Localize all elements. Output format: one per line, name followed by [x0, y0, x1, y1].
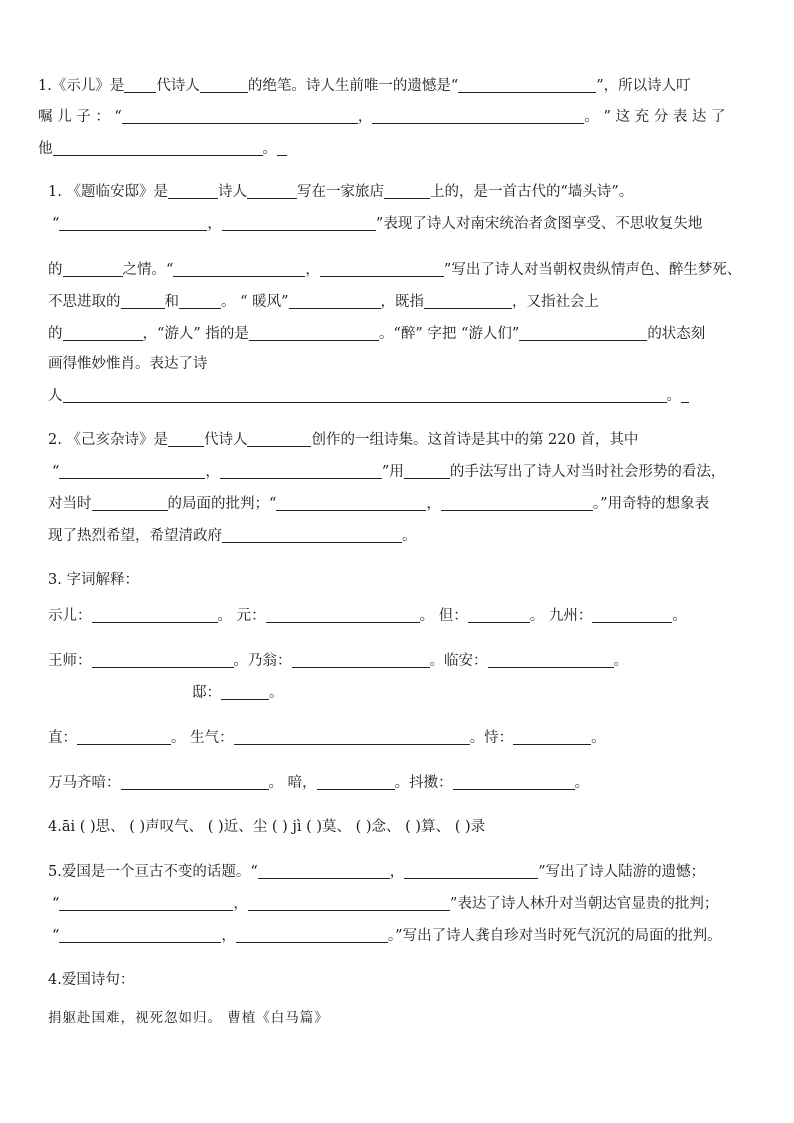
blank[interactable] — [247, 431, 311, 447]
blank[interactable] — [289, 293, 381, 309]
blank[interactable] — [220, 463, 382, 479]
blank[interactable] — [681, 387, 689, 403]
s4-row2: 王师： 。乃翁： 。临安： 。 — [48, 653, 628, 669]
blank[interactable] — [292, 652, 430, 668]
blank[interactable] — [53, 140, 263, 156]
blank[interactable] — [488, 652, 614, 668]
blank[interactable] — [317, 774, 395, 790]
s4-row3: 邸： 。 — [192, 685, 284, 701]
blank[interactable] — [59, 895, 233, 911]
blank[interactable] — [441, 495, 593, 511]
blank[interactable] — [404, 863, 538, 879]
blank[interactable] — [276, 495, 426, 511]
s2-line1: 1. 《题临安邸》是 诗人 写在一家旅店 上的，是一首古代的“墙头诗”。 — [48, 184, 634, 200]
s2-line5: 的 ，“游人” 指的是 。“醉” 字把 “游人们” 的状态刻 — [48, 326, 706, 342]
blank[interactable] — [468, 607, 530, 623]
blank[interactable] — [92, 652, 234, 668]
s3-line1: 2. 《己亥杂诗》是 代诗人 创作的一组诗集。这首诗是其中的第 220 首，其中 — [48, 432, 639, 448]
blank[interactable] — [221, 684, 269, 700]
blank[interactable] — [404, 463, 450, 479]
blank[interactable] — [266, 607, 420, 623]
blank[interactable] — [59, 927, 221, 943]
blank[interactable] — [277, 140, 287, 156]
s1-line3: 他 。 — [38, 139, 287, 159]
s3-line2: “ ， ”用 的手法写出了诗人对当时社会形势的看法， — [52, 464, 726, 480]
s6-line1: 5.爱国是一个亘古不变的话题。“ ， ”写出了诗人陆游的遗憾； — [48, 864, 706, 880]
s1-line2: 嘱 儿 子 ： “ ， 。 ” 这 充 分 表 达 了 — [38, 109, 726, 125]
s3-line4: 现了热烈希望，希望清政府 。 — [48, 528, 417, 544]
blank[interactable] — [63, 261, 123, 277]
s2-line6: 画得惟妙惟肖。表达了诗 — [48, 356, 208, 372]
blank[interactable] — [519, 325, 647, 341]
blank[interactable] — [248, 895, 450, 911]
blank[interactable] — [121, 774, 269, 790]
s2-line3: 的 之情。“ ， ”写出了诗人对当朝权贵纵情声色、醉生梦死、 — [48, 262, 742, 278]
s2-line2: “ ， ”表现了诗人对南宋统治者贪图享受、不思收复失地 — [52, 216, 703, 232]
blank[interactable] — [200, 77, 248, 93]
s7-poem: 捐躯赴国难，视死忽如归。 曹植《白马篇》 — [48, 1010, 329, 1026]
s1-line1: 1.《示儿》是 代诗人 的绝笔。诗人生前唯一的遗憾是“ ”，所以诗人叮 — [38, 78, 691, 94]
blank[interactable] — [247, 183, 297, 199]
s4-row1: 示儿： 。 元： 。 但： 。 九州： 。 — [48, 608, 687, 624]
blank[interactable] — [179, 293, 221, 309]
blank[interactable] — [222, 215, 376, 231]
blank[interactable] — [59, 463, 205, 479]
blank[interactable] — [249, 325, 379, 341]
blank[interactable] — [320, 261, 444, 277]
s4-title: 3. 字词解释： — [48, 572, 139, 588]
blank[interactable] — [168, 431, 204, 447]
blank[interactable] — [173, 261, 305, 277]
s2-line4: 不思进取的 和 。 “ 暖风” ，既指 ，又指社会上 — [48, 294, 600, 310]
s4-row4: 直： 。 生气： 。恃： 。 — [48, 730, 606, 746]
s2-line7: 人 。 — [48, 386, 689, 406]
blank[interactable] — [63, 325, 143, 341]
blank[interactable] — [92, 495, 168, 511]
blank[interactable] — [77, 729, 171, 745]
s6-line3: “ ， 。”写出了诗人龚自珍对当时死气沉沉的局面的批判。 — [52, 928, 722, 944]
blank[interactable] — [424, 293, 512, 309]
blank[interactable] — [92, 607, 218, 623]
blank[interactable] — [59, 215, 207, 231]
blank[interactable] — [234, 729, 470, 745]
blank[interactable] — [168, 183, 218, 199]
blank[interactable] — [458, 77, 596, 93]
blank[interactable] — [236, 927, 388, 943]
s6-line2: “ ， ”表达了诗人林升对当朝达官显贵的批判； — [52, 896, 719, 912]
s4-row5: 万马齐喑： 。 喑， 。抖擞： 。 — [48, 775, 590, 791]
s7-title: 4.爱国诗句： — [48, 972, 135, 988]
blank[interactable] — [122, 108, 358, 124]
blank[interactable] — [384, 183, 430, 199]
s3-line3: 对当时 的局面的批判；“ ， 。”用奇特的想象表 — [48, 496, 710, 512]
blank[interactable] — [124, 77, 156, 93]
s5-line: 4.āi ( )思、 ( )声叹气、 ( )近、尘 ( ) jì ( )莫、 ( )念、 ( )算、 ( )录 — [48, 819, 486, 835]
blank[interactable] — [372, 108, 584, 124]
blank[interactable] — [592, 607, 672, 623]
blank[interactable] — [258, 863, 390, 879]
blank[interactable] — [453, 774, 575, 790]
blank[interactable] — [121, 293, 165, 309]
blank[interactable] — [222, 527, 402, 543]
blank[interactable] — [513, 729, 591, 745]
blank[interactable] — [63, 387, 667, 403]
